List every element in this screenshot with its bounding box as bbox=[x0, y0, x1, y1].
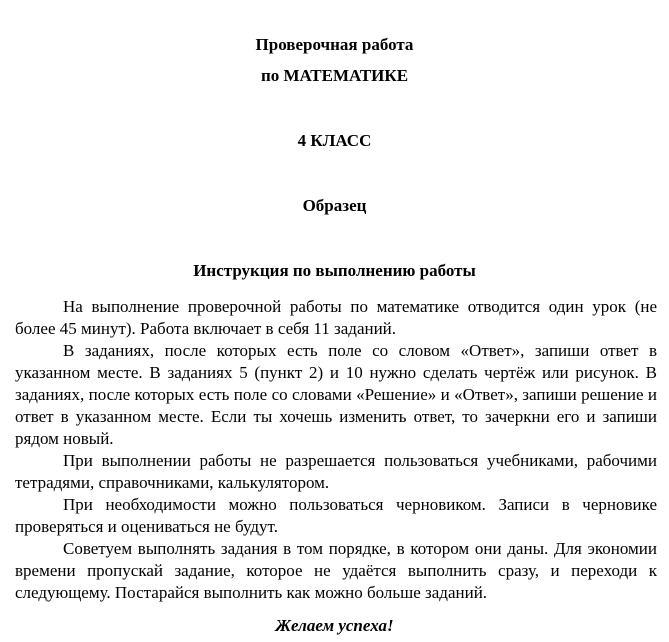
instructions-heading: Инструкция по выполнению работы bbox=[193, 261, 476, 280]
title-line-1: Проверочная работа bbox=[255, 35, 414, 54]
title-line-2: по МАТЕМАТИКЕ bbox=[260, 66, 409, 85]
instruction-paragraph-1: На выполнение проверочной работы по математике отводится один урок (не более 45 минут). Работа включает в себя 11 заданий. bbox=[15, 297, 657, 338]
closing-wish: Желаем успеха! bbox=[275, 616, 394, 635]
sample-label: Образец bbox=[302, 196, 367, 215]
grade-label: 4 КЛАСС bbox=[297, 131, 372, 150]
instruction-paragraph-5: Советуем выполнять задания в том порядке, в котором они даны. Для экономии времени пропускай задание, которое не удаётся выполнить сразу, и переходи к следующему. Постарайся выполнить как можно больше заданий. bbox=[15, 539, 657, 602]
instruction-paragraph-3: При выполнении работы не разрешается пользоваться учебниками, рабочими тетрадями, справочниками, калькулятором. bbox=[15, 451, 657, 492]
instructions-body bbox=[15, 296, 657, 604]
instruction-paragraph-2: В заданиях, после которых есть поле со словом «Ответ», запиши ответ в указанном месте. В заданиях 5 (пункт 2) и 10 нужно сделать чертёж или рисунок. В заданиях, после которых есть поле со словами «Решение» и «Ответ», запиши решение и ответ в указанном месте. Если ты хочешь изменить ответ, то зачеркни его и запиши рядом новый. bbox=[15, 341, 657, 448]
instruction-paragraph-4: При необходимости можно пользоваться черновиком. Записи в черновике проверяться и оцениваться не будут. bbox=[15, 495, 657, 536]
